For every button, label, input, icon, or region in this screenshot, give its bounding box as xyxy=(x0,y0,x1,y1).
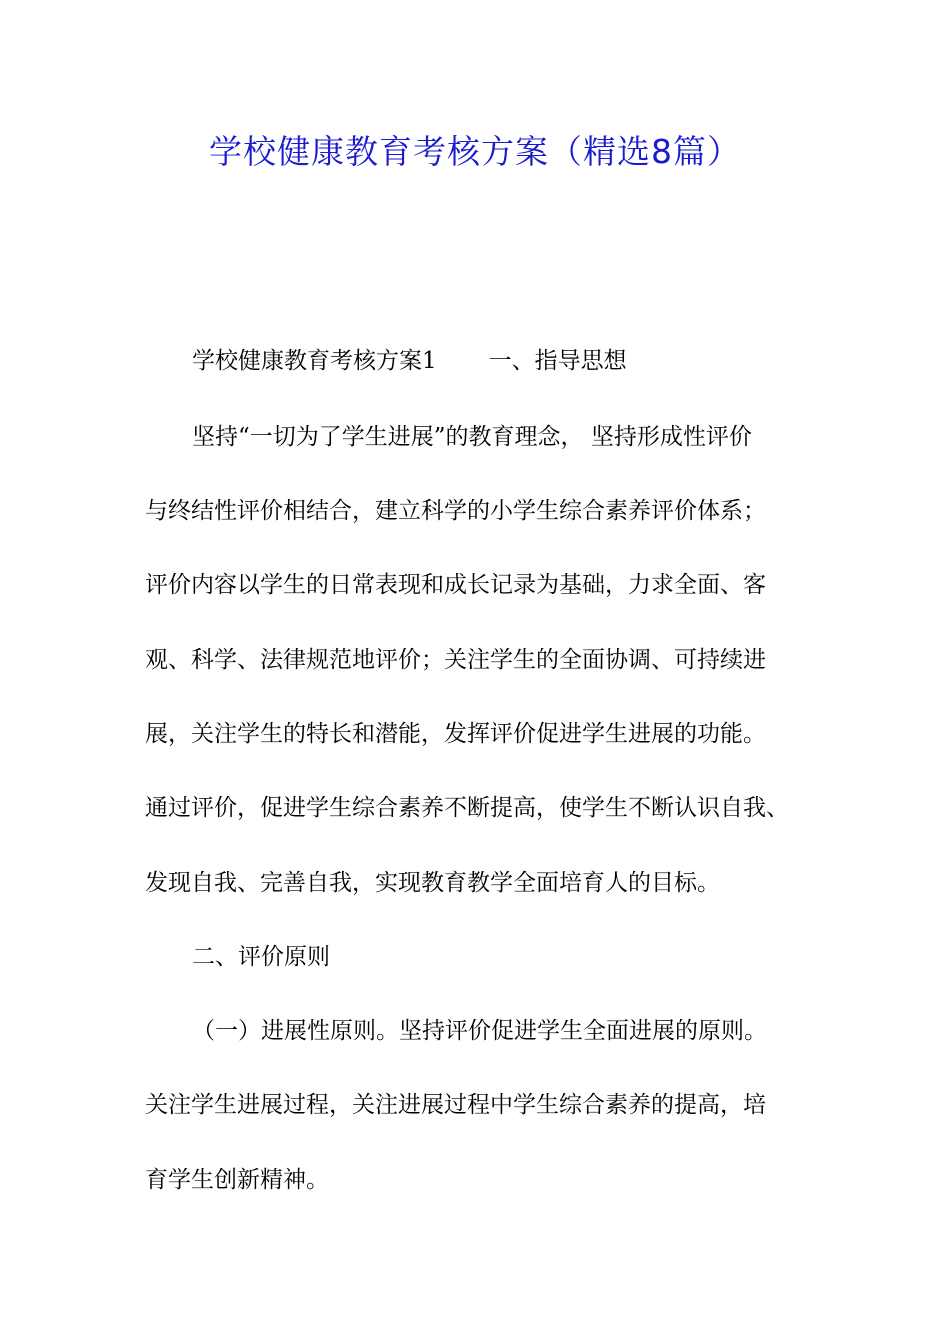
paragraph-line: 发现自我、完善自我，实现教育教学全面培育人的目标。 xyxy=(145,870,720,896)
guiding-ideology-heading: 一、指导思想 xyxy=(488,348,627,374)
paragraph-line: 观、科学、法律规范地评价；关注学生的全面协调、可持续进 xyxy=(145,647,766,673)
section-heading-line xyxy=(192,346,627,376)
paragraph-line: 坚持“一切为了学生进展”的教育理念， 坚持形成性评价 xyxy=(192,424,752,450)
paragraph-line: 评价内容以学生的日常表现和成长记录为基础，力求全面、客 xyxy=(145,572,766,598)
document-title: 学校健康教育考核方案（精选8篇） xyxy=(209,132,741,171)
section-heading: 学校健康教育考核方案1 xyxy=(192,348,437,374)
paragraph-line: 与终结性评价相结合，建立科学的小学生综合素养评价体系； xyxy=(145,498,766,524)
evaluation-principles-heading: 二、评价原则 xyxy=(192,944,330,970)
paragraph-line: 育学生创新精神。 xyxy=(145,1167,329,1193)
paragraph-line: 展，关注学生的特长和潜能，发挥评价促进学生进展的功能。 xyxy=(145,721,766,747)
paragraph-line: （一）进展性原则。坚持评价促进学生全面进展的原则。 xyxy=(192,1018,767,1044)
paragraph-line: 通过评价，促进学生综合素养不断提高，使学生不断认识自我、 xyxy=(145,795,789,821)
paragraph-line: 关注学生进展过程，关注进展过程中学生综合素养的提高，培 xyxy=(145,1092,766,1118)
